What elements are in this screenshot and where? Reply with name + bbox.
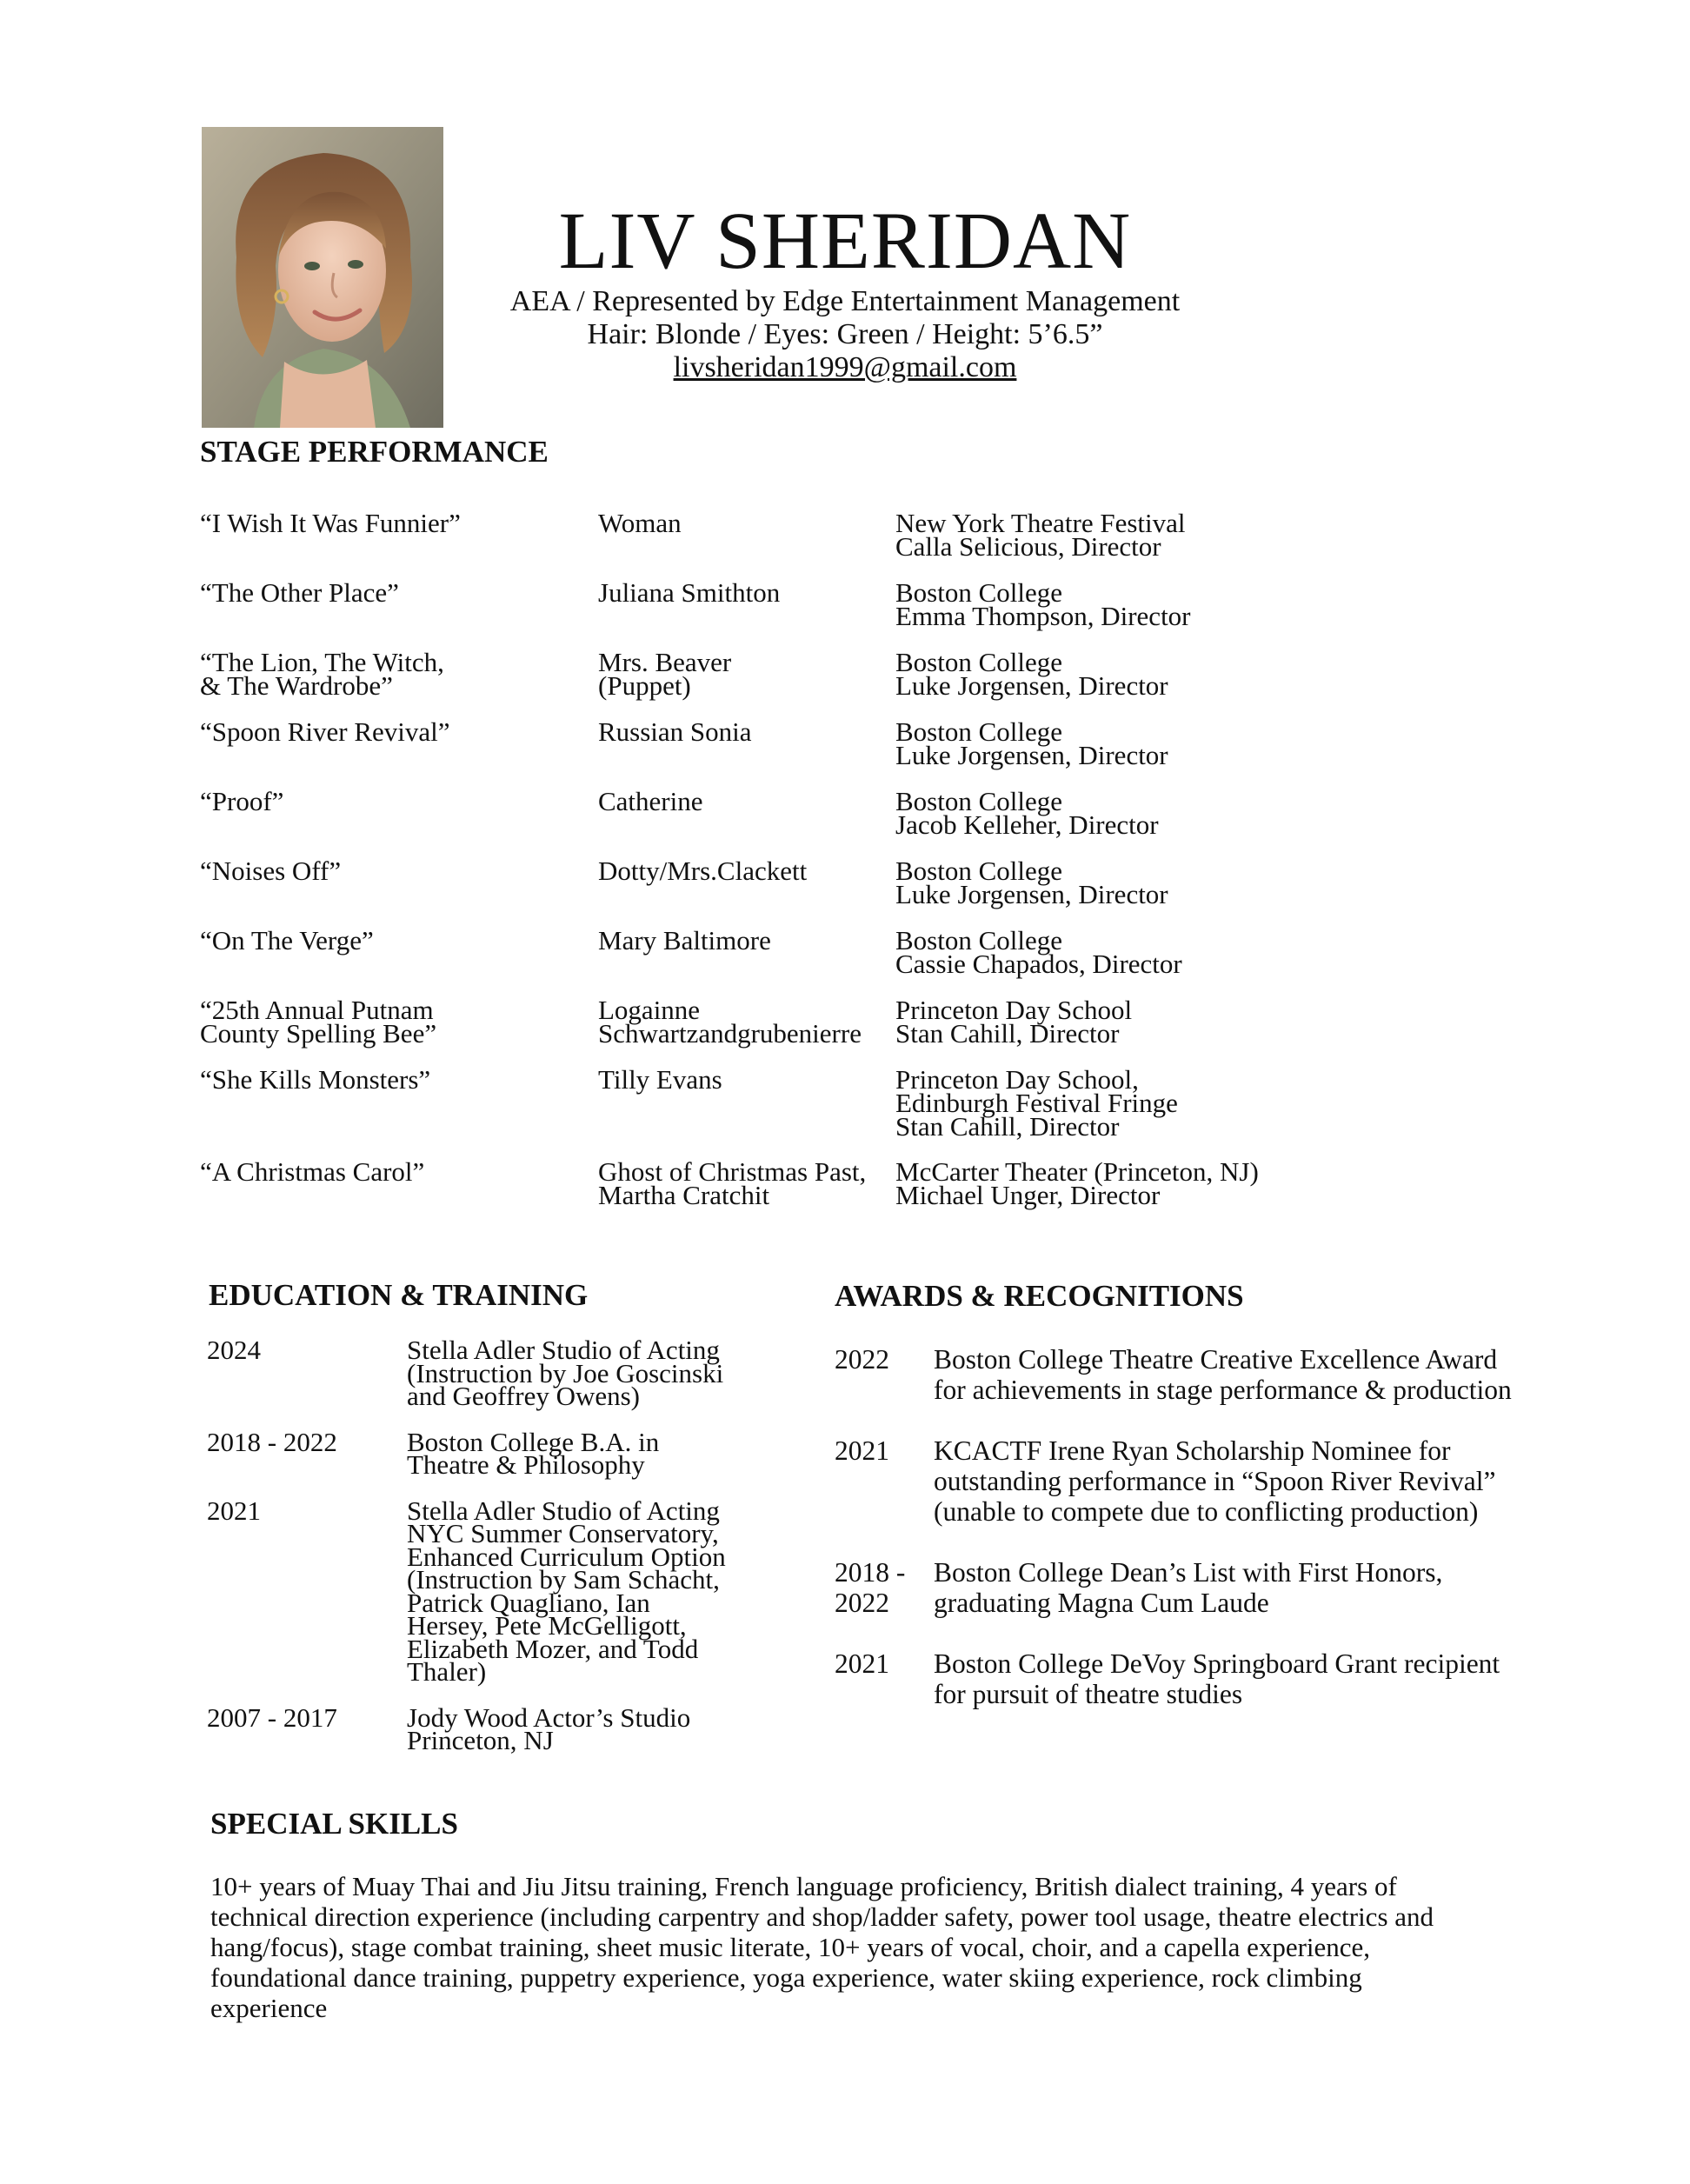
award-detail	[934, 1648, 1574, 1709]
show-title	[200, 1156, 582, 1187]
special-skills-heading: SPECIAL SKILLS	[210, 1807, 458, 1841]
role-name	[598, 577, 894, 608]
venue-director-line: Boston College	[895, 925, 1063, 956]
award-detail-line: Boston College Theatre Creative Excellence Award	[934, 1344, 1498, 1375]
stage-credit-row	[200, 508, 1591, 581]
education-detail-line: Theatre & Philosophy	[407, 1449, 645, 1480]
award-detail-line: KCACTF Irene Ryan Scholarship Nominee for	[934, 1435, 1451, 1466]
venue-director-line: Jacob Kelleher, Director	[895, 809, 1159, 840]
show-title	[200, 925, 582, 956]
award-detail-line: for achievements in stage performance & production	[934, 1375, 1512, 1405]
venue-director-line: McCarter Theater (Princeton, NJ)	[895, 1156, 1259, 1187]
show-title	[200, 508, 582, 538]
education-item	[207, 1335, 763, 1411]
education-detail-line: Stella Adler Studio of Acting	[407, 1335, 720, 1365]
venue-director-line: Boston College	[895, 716, 1063, 747]
skills-line: 10+ years of Muay Thai and Jiu Jitsu training, French language proficiency, British dialect training, 4 years of	[210, 1871, 1397, 1901]
role-name	[598, 995, 894, 1049]
venue-director-line: Luke Jorgensen, Director	[895, 740, 1168, 770]
role-name	[598, 508, 894, 538]
show-title-line: “A Christmas Carol”	[200, 1156, 425, 1187]
education-detail-line: Boston College B.A. in	[407, 1426, 660, 1457]
award-item	[835, 1648, 1574, 1709]
venue-director-line: Boston College	[895, 786, 1063, 816]
special-skills-text	[210, 1871, 1514, 2023]
show-title-line: “The Other Place”	[200, 577, 399, 608]
education-detail-line: Enhanced Curriculum Option	[407, 1541, 726, 1572]
show-title-line: “25th Annual Putnam	[200, 995, 434, 1025]
education-detail	[407, 1495, 763, 1687]
role-name-line: Russian Sonia	[598, 716, 752, 747]
venue-director-line: Calla Selicious, Director	[895, 531, 1161, 562]
stage-credit-row	[200, 1064, 1591, 1160]
award-item	[835, 1435, 1574, 1527]
award-detail-line: for pursuit of theatre studies	[934, 1679, 1243, 1709]
show-title	[200, 995, 582, 1049]
venue-director	[895, 577, 1417, 631]
education-detail-line: Elizabeth Mozer, and Todd	[407, 1633, 699, 1664]
representation: AEA / Represented by Edge Entertainment Management	[509, 285, 1181, 317]
show-title-line: “I Wish It Was Funnier”	[200, 508, 461, 538]
education-detail-line: Patrick Quagliano, Ian	[407, 1587, 650, 1618]
education-heading: EDUCATION & TRAINING	[209, 1278, 589, 1312]
venue-director-line: Michael Unger, Director	[895, 1180, 1161, 1210]
show-title-line: & The Wardrobe”	[200, 670, 393, 701]
awards-list	[835, 1344, 1574, 1740]
stage-credit-row	[200, 995, 1591, 1068]
venue-director	[895, 716, 1417, 770]
education-detail-line: (Instruction by Joe Goscinski	[407, 1357, 724, 1388]
award-year: 2018 - 2022	[835, 1557, 906, 1618]
education-detail	[407, 1426, 763, 1480]
award-detail-line: graduating Magna Cum Laude	[934, 1588, 1269, 1618]
education-year: 2021	[207, 1495, 261, 1526]
venue-director	[895, 1156, 1417, 1210]
role-name	[598, 1064, 894, 1095]
stage-credit-row	[200, 647, 1591, 720]
stage-credit-row	[200, 577, 1591, 650]
stage-credit-row	[200, 786, 1591, 859]
venue-director-line: Boston College	[895, 577, 1063, 608]
venue-director-line: New York Theatre Festival	[895, 508, 1186, 538]
role-name-line: Tilly Evans	[598, 1064, 722, 1095]
education-year: 2024	[207, 1335, 261, 1365]
show-title-line: “The Lion, The Witch,	[200, 647, 444, 677]
award-detail-line: Boston College Dean’s List with First Honors,	[934, 1557, 1443, 1588]
role-name	[598, 1156, 894, 1210]
education-list	[207, 1335, 763, 1775]
education-item	[207, 1426, 763, 1480]
venue-director-line: Princeton Day School,	[895, 1064, 1139, 1095]
role-name-line: Ghost of Christmas Past,	[598, 1156, 867, 1187]
show-title-line: “On The Verge”	[200, 925, 374, 956]
stage-credit-row	[200, 856, 1591, 929]
stage-credit-row	[200, 716, 1591, 789]
award-detail	[934, 1435, 1574, 1527]
venue-director	[895, 1064, 1417, 1142]
show-title-line: “Proof”	[200, 786, 284, 816]
role-name-line: Catherine	[598, 786, 703, 816]
venue-director	[895, 856, 1417, 909]
venue-director-line: Luke Jorgensen, Director	[895, 879, 1168, 909]
role-name	[598, 925, 894, 956]
role-name	[598, 856, 894, 886]
award-detail	[934, 1557, 1574, 1618]
venue-director	[895, 995, 1417, 1049]
skills-line: experience	[210, 1993, 328, 2023]
award-item	[835, 1344, 1574, 1405]
skills-line: foundational dance training, puppetry experience, yoga experience, water skiing experience, rock climbing	[210, 1962, 1362, 1993]
education-detail-line: Stella Adler Studio of Acting	[407, 1495, 720, 1526]
education-detail-line: Princeton, NJ	[407, 1725, 554, 1755]
education-year: 2007 - 2017	[207, 1701, 337, 1733]
venue-director-line: Stan Cahill, Director	[895, 1111, 1120, 1142]
role-name-line: Dotty/Mrs.Clackett	[598, 856, 808, 886]
education-detail-line: Hersey, Pete McGelligott,	[407, 1610, 687, 1641]
award-detail-line: Boston College DeVoy Springboard Grant recipient	[934, 1648, 1500, 1679]
role-name-line: Schwartzandgrubenierre	[598, 1018, 862, 1049]
role-name-line: Logainne	[598, 995, 701, 1025]
show-title	[200, 1064, 582, 1095]
show-title-line: “She Kills Monsters”	[200, 1064, 431, 1095]
role-name	[598, 716, 894, 747]
role-name-line: (Puppet)	[598, 670, 691, 701]
show-title	[200, 647, 582, 701]
role-name-line: Juliana Smithton	[598, 577, 781, 608]
role-name	[598, 647, 894, 701]
education-detail	[407, 1335, 763, 1411]
role-name-line: Mary Baltimore	[598, 925, 771, 956]
email-link[interactable]: livsheridan1999@gmail.com	[673, 351, 1017, 383]
award-year: 2021	[835, 1435, 889, 1466]
venue-director-line: Emma Thompson, Director	[895, 601, 1191, 631]
stage-performance-table	[200, 508, 1591, 1229]
show-title-line: “Noises Off”	[200, 856, 342, 886]
education-detail-line: NYC Summer Conservatory,	[407, 1518, 719, 1548]
award-detail-line: (unable to compete due to conflicting production)	[934, 1496, 1479, 1527]
award-year: 2022	[835, 1344, 889, 1375]
education-detail-line: Thaler)	[407, 1656, 487, 1687]
show-title	[200, 856, 582, 886]
award-year: 2021	[835, 1648, 889, 1679]
venue-director-line: Luke Jorgensen, Director	[895, 670, 1168, 701]
actor-name: LIV SHERIDAN	[558, 196, 1132, 286]
education-detail	[407, 1701, 763, 1755]
show-title	[200, 716, 582, 747]
education-item	[207, 1495, 763, 1687]
role-name	[598, 786, 894, 816]
venue-director	[895, 647, 1417, 701]
role-name-line: Mrs. Beaver	[598, 647, 732, 677]
role-name-line: Martha Cratchit	[598, 1180, 770, 1210]
role-name-line: Woman	[598, 508, 682, 538]
awards-heading: AWARDS & RECOGNITIONS	[835, 1279, 1244, 1313]
education-detail-line: (Instruction by Sam Schacht,	[407, 1564, 720, 1595]
stage-performance-heading: STAGE PERFORMANCE	[200, 435, 549, 469]
stage-credit-row	[200, 925, 1591, 998]
venue-director	[895, 925, 1417, 979]
education-detail-line: Jody Wood Actor’s Studio	[407, 1701, 691, 1733]
award-item	[835, 1557, 1574, 1618]
physical-stats: Hair: Blonde / Eyes: Green / Height: 5’6.5”	[587, 318, 1103, 350]
email-line	[0, 351, 1690, 384]
education-year: 2018 - 2022	[207, 1426, 337, 1457]
education-item	[207, 1701, 763, 1755]
venue-director-line: Edinburgh Festival Fringe	[895, 1088, 1178, 1118]
venue-director-line: Boston College	[895, 647, 1063, 677]
award-detail-line: outstanding performance in “Spoon River Revival”	[934, 1466, 1496, 1496]
skills-line: technical direction experience (including carpentry and shop/ladder safety, power tool usage, theatre electrics and	[210, 1901, 1434, 1932]
show-title	[200, 786, 582, 816]
education-detail-line: and Geoffrey Owens)	[407, 1381, 640, 1411]
venue-director	[895, 508, 1417, 562]
skills-line: hang/focus), stage combat training, sheet music literate, 10+ years of vocal, choir, and a capella experience,	[210, 1932, 1371, 1962]
award-detail	[934, 1344, 1574, 1405]
venue-director-line: Cassie Chapados, Director	[895, 949, 1182, 979]
show-title	[200, 577, 582, 608]
venue-director-line: Stan Cahill, Director	[895, 1018, 1120, 1049]
venue-director-line: Boston College	[895, 856, 1063, 886]
venue-director	[895, 786, 1417, 840]
stage-credit-row	[200, 1156, 1591, 1229]
show-title-line: “Spoon River Revival”	[200, 716, 450, 747]
venue-director-line: Princeton Day School	[895, 995, 1133, 1025]
show-title-line: County Spelling Bee”	[200, 1018, 437, 1049]
